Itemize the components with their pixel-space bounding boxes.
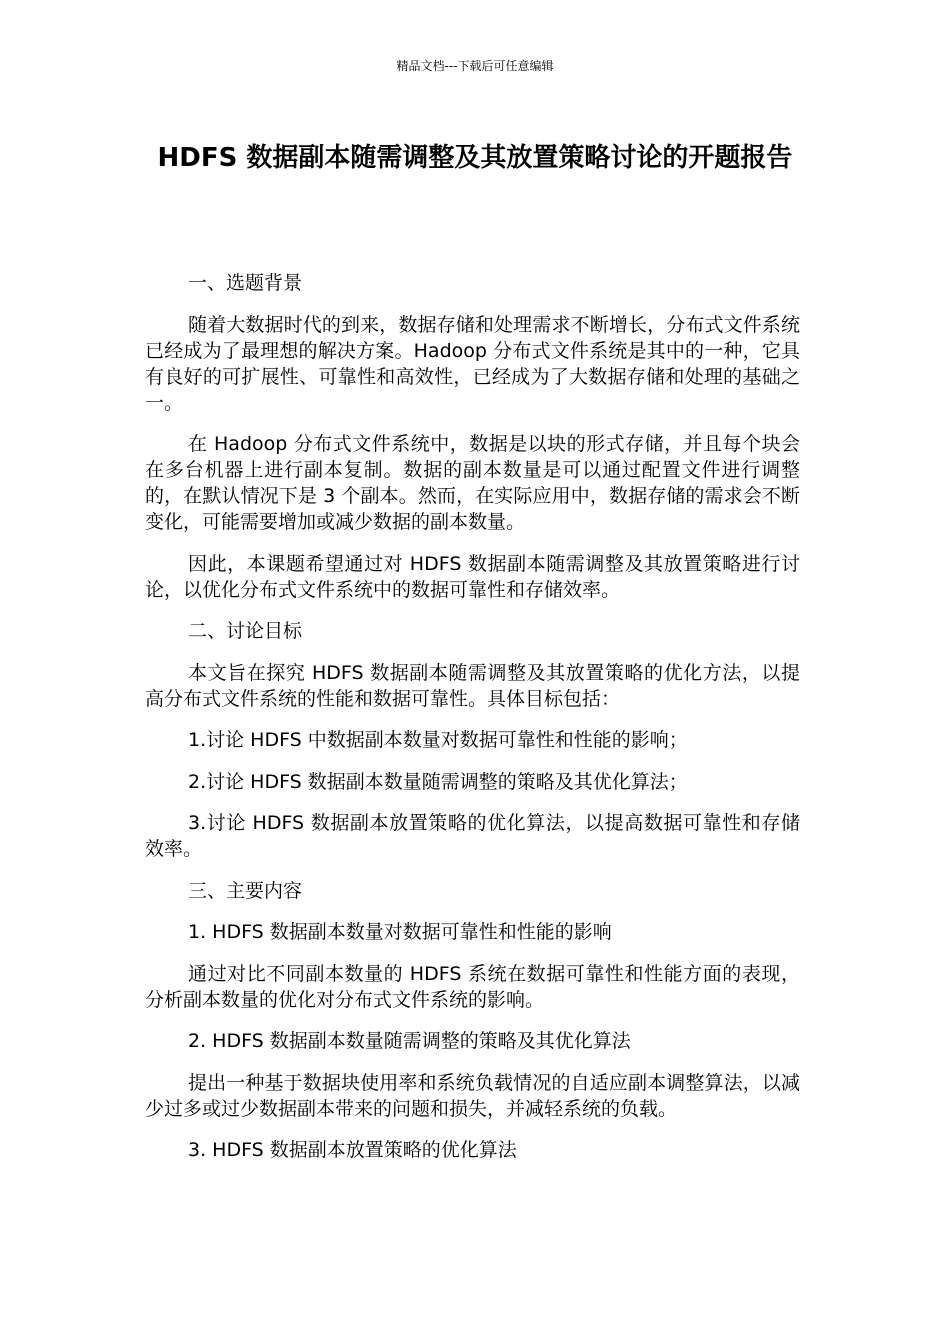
paragraph-background-3: 因此，本课题希望通过对 HDFS 数据副本随需调整及其放置策略进行讨论，以优化分布式文件系统中的数据可靠性和存储效率。 — [145, 552, 800, 601]
document-title: HDFS 数据副本随需调整及其放置策略讨论的开题报告 — [157, 143, 793, 173]
paragraph-background-2: 在 Hadoop 分布式文件系统中，数据是以块的形式存储，并且每个块会在多台机器上进行副本复制。数据的副本数量是可以通过配置文件进行调整的，在默认情况下是 3 个副本。然而，在实际应用中，数据存储的需求会不断变化，可能需要增加或减少数据的副本数量。 — [145, 433, 800, 533]
document-body — [145, 270, 800, 1179]
section-heading-goals: 二、讨论目标 — [188, 620, 303, 642]
content-paragraph-1: 通过对比不同副本数量的 HDFS 系统在数据可靠性和性能方面的表现，分析副本数量的优化对分布式文件系统的影响。 — [145, 962, 800, 1011]
goal-item-2: 2.讨论 HDFS 数据副本数量随需调整的策略及其优化算法； — [188, 770, 688, 793]
section-heading-background: 一、选题背景 — [188, 272, 303, 294]
content-subheading-1: 1. HDFS 数据副本数量对数据可靠性和性能的影响 — [188, 921, 612, 943]
section-heading-content: 三、主要内容 — [188, 879, 303, 902]
paragraph-goals-intro: 本文旨在探究 HDFS 数据副本随需调整及其放置策略的优化方法，以提高分布式文件系统的性能和数据可靠性。具体目标包括： — [145, 661, 800, 710]
content-subheading-3: 3. HDFS 数据副本放置策略的优化算法 — [188, 1139, 517, 1161]
content-subheading-2: 2. HDFS 数据副本数量随需调整的策略及其优化算法 — [188, 1030, 631, 1052]
goal-item-1: 1.讨论 HDFS 中数据副本数量对数据可靠性和性能的影响； — [188, 729, 688, 751]
content-paragraph-2: 提出一种基于数据块使用率和系统负载情况的自适应副本调整算法，以减少过多或过少数据副本带来的问题和损失，并减轻系统的负载。 — [145, 1071, 800, 1120]
goal-item-3: 3.讨论 HDFS 数据副本放置策略的优化算法，以提高数据可靠性和存储效率。 — [145, 812, 800, 860]
paragraph-background-1: 随着大数据时代的到来，数据存储和处理需求不断增长，分布式文件系统已经成为了最理想的解决方案。Hadoop 分布式文件系统是其中的一种，它具有良好的可扩展性、可靠性和高效性，已经成为了大数据存储和处理的基础之一。 — [145, 313, 800, 414]
page-header: 精品文档---下载后可任意编辑 — [396, 59, 554, 73]
